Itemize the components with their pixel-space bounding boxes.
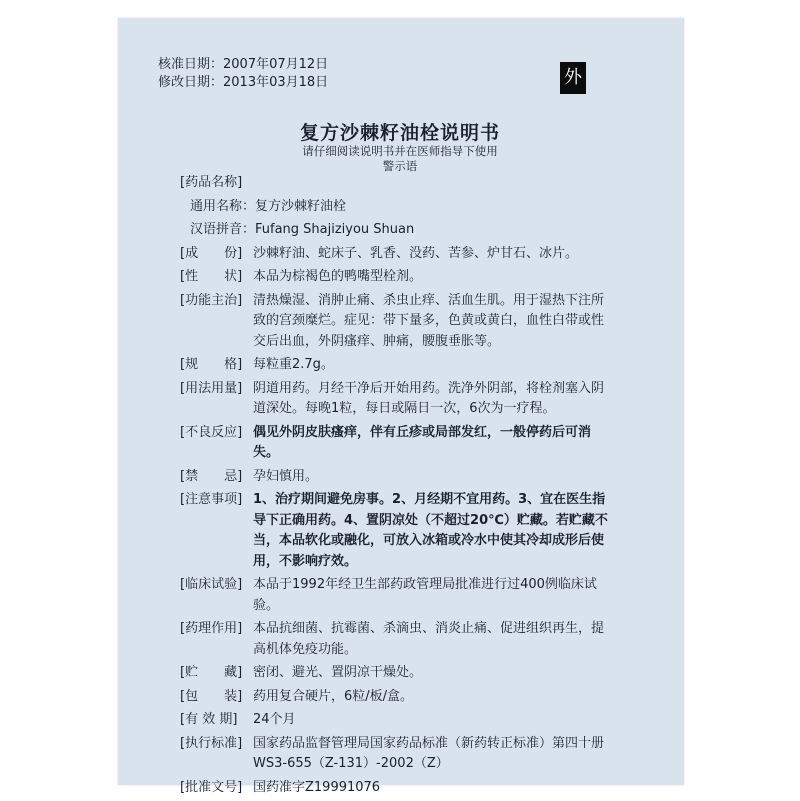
revision-date-label: 修改日期： — [158, 75, 224, 90]
section-pharmacology — [180, 619, 610, 660]
section-label: [不良反应] — [180, 424, 243, 440]
section-text: 本品于1992年经卫生部药政管理局批准进行过400例临床试验。 — [253, 577, 597, 613]
section-text: 清热燥湿、消肿止痛、杀虫止痒、活血生肌。用于湿热下注所致的宫颈糜烂。症见：带下量多，色黄或黄白，血性白带或性交后出血，外阴瘙痒、肿痛，腰腹垂胀等。 — [253, 292, 605, 349]
section-ingredients — [180, 244, 610, 265]
section-label: [批准文号] — [180, 779, 243, 795]
section-storage — [180, 663, 610, 684]
section-text: 1、治疗期间避免房事。2、月经期不宜用药。3、宜在医生指导下正确用药。4、置阴凉处（不超过20℃）贮藏。若贮藏不当，本品软化或融化，可放入冰箱或冷水中使其冷却成形后使用，不影响疗效。 — [253, 492, 608, 569]
section-text: 密闭、避光、置阴凉干燥处。 — [253, 665, 423, 680]
section-contraindications — [180, 467, 610, 488]
section-dosage — [180, 379, 610, 420]
section-approval-number — [180, 778, 610, 799]
section-label: [性 状] — [180, 269, 243, 284]
section-label: [临床试验] — [180, 577, 243, 592]
section-adverse-reactions — [180, 423, 610, 464]
section-text: 孕妇慎用。 — [253, 468, 319, 484]
section-label: [注意事项] — [180, 492, 243, 507]
section-text: 药用复合硬片，6粒/板/盒。 — [253, 688, 414, 704]
section-label: [用法用量] — [180, 380, 243, 396]
section-text: 阴道用药。月经干净后开始用药。洗净外阴部，将栓剂塞入阴道深处。每晚1粒，每日或隔日一次，6次为一疗程。 — [253, 380, 605, 416]
section-text: 24个月 — [253, 712, 296, 727]
section-appearance — [180, 267, 610, 288]
date-block — [158, 56, 328, 92]
leaflet-body — [180, 173, 610, 801]
section-text: 本品抗细菌、抗霉菌、杀滴虫、消炎止痛、促进组织再生，提高机体免疫功能。 — [253, 621, 605, 657]
section-precautions — [180, 490, 610, 572]
document-subtitle: 请仔细阅读说明书并在医师指导下使用 — [302, 144, 498, 158]
section-label: [功能主治] — [180, 292, 243, 308]
section-specification — [180, 355, 610, 376]
revision-date-line — [158, 74, 328, 92]
section-label: [贮 藏] — [180, 665, 243, 680]
section-indications — [180, 291, 610, 353]
section-label: [有 效 期] — [180, 712, 238, 727]
section-label: [执行标准] — [180, 735, 243, 751]
section-text: 国家药品监督管理局国家药品标准（新药转正标准）第四十册WS3-655（Z-131）-2002（Z） — [253, 735, 605, 771]
warning-heading: 警示语 — [382, 159, 418, 173]
external-use-badge: 外 — [560, 62, 586, 94]
section-label: [成 份] — [180, 245, 243, 261]
generic-name: 通用名称：复方沙棘籽油栓 — [190, 198, 347, 214]
approval-date-line — [158, 56, 328, 74]
drug-name-section — [180, 173, 610, 194]
revision-date: 2013年03月18日 — [223, 75, 329, 90]
section-text: 沙棘籽油、蛇床子、乳香、没药、苦参、炉甘石、冰片。 — [253, 245, 579, 261]
section-text: 本品为棕褐色的鸭嘴型栓剂。 — [253, 269, 423, 284]
section-label: [药理作用] — [180, 621, 243, 636]
section-text: 每粒重2.7g。 — [253, 357, 334, 372]
section-standard — [180, 734, 610, 775]
pinyin-name: 汉语拼音：Fufang Shajiziyou Shuan — [190, 222, 415, 237]
section-label: [包 装] — [180, 688, 243, 704]
approval-date: 2007年07月12日 — [223, 57, 329, 72]
section-label: [药品名称] — [180, 175, 243, 190]
section-clinical-trial — [180, 575, 610, 616]
section-text: 国药准字Z19991076 — [253, 779, 381, 795]
section-label: [禁 忌] — [180, 468, 243, 484]
section-label: [规 格] — [180, 357, 243, 372]
document-title: 复方沙棘籽油栓说明书 — [299, 122, 500, 144]
approval-date-label: 核准日期： — [158, 57, 224, 72]
section-shelf-life — [180, 710, 610, 731]
section-packaging — [180, 687, 610, 708]
section-text: 偶见外阴皮肤瘙痒，伴有丘疹或局部发红，一般停药后可消失。 — [253, 424, 592, 460]
